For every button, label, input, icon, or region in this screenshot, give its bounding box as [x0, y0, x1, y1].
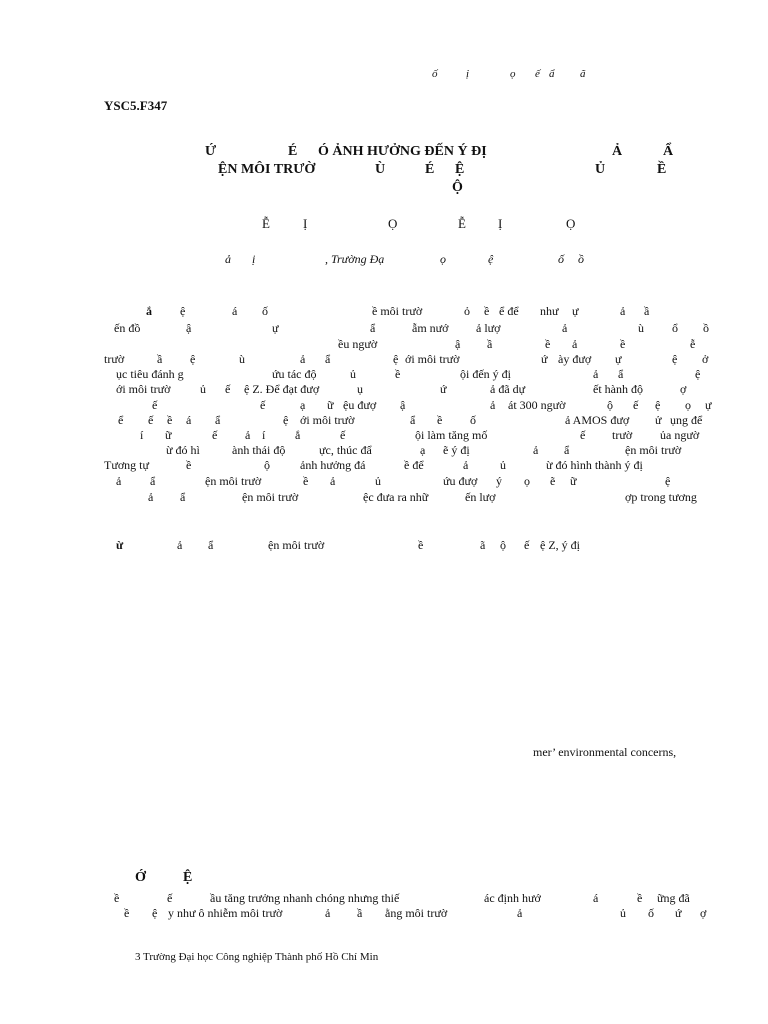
keyword-fragment: ã — [480, 538, 486, 552]
abstract-fragment: ữ — [327, 398, 334, 412]
abstract-fragment: ự — [615, 352, 622, 366]
abstract-fragment: ứ — [440, 382, 447, 396]
affiliation-fragment: ố — [558, 252, 564, 266]
abstract-fragment: ả — [490, 398, 496, 412]
title-fragment: Ứ — [205, 144, 217, 159]
english-abstract-fragment: mer’ environmental concerns, — [533, 745, 677, 759]
affiliation-fragment: ệ — [488, 252, 494, 266]
abstract-fragment: ện môi trườ — [242, 490, 299, 504]
abstract-fragment: ừ đó hình thành ý đị — [546, 458, 643, 472]
abstract-fragment: ợ — [680, 382, 687, 396]
title-line — [0, 161, 768, 179]
abstract-fragment: ế — [212, 428, 218, 442]
abstract-fragment: ậ — [400, 398, 406, 412]
abstract-fragment: ến lượ — [465, 490, 496, 504]
abstract-fragment: ề — [484, 304, 490, 318]
section-heading-fragment: Ệ — [183, 870, 193, 885]
header-note-fragment: ọ — [510, 68, 516, 80]
intro-fragment: y như ô nhiễm môi trườ — [168, 906, 283, 920]
affiliation-fragment: ọ — [440, 252, 446, 266]
abstract-fragment: ảnh hưởng đá — [300, 458, 366, 472]
abstract-fragment: ứu tác độ — [272, 367, 317, 381]
intro-fragment: ợ — [700, 906, 707, 920]
author-fragment: Ọ — [388, 216, 398, 231]
abstract-fragment: ẽ ý đị — [443, 443, 470, 457]
intro-fragment: á — [593, 891, 599, 905]
abstract-fragment: trườ — [612, 428, 633, 442]
keyword-fragment: ế — [524, 538, 530, 552]
header-note-fragment: ẩ — [549, 68, 555, 80]
abstract-fragment: át 300 ngườ — [508, 398, 566, 412]
abstract-fragment: ội làm tăng mố — [415, 428, 488, 442]
abstract-fragment: ệ — [283, 413, 289, 427]
abstract-fragment: ả — [330, 474, 336, 488]
abstract-fragment: ủ — [500, 458, 506, 472]
author-fragment: Ễ — [262, 216, 270, 231]
title-fragment: É — [425, 162, 435, 177]
abstract-fragment: ủ — [375, 474, 381, 488]
abstract-fragment: ả — [572, 337, 578, 351]
abstract-fragment: í — [140, 428, 144, 442]
abstract-fragment: ọ — [524, 474, 530, 488]
abstract-line — [0, 303, 768, 321]
keyword-fragment: ộ — [500, 538, 506, 552]
title-fragment: Ệ — [455, 162, 465, 177]
intro-fragment: ằng môi trườ — [385, 906, 448, 920]
abstract-fragment: ế — [152, 398, 158, 412]
affiliation-fragment: , Trường Đạ — [325, 252, 385, 266]
abstract-fragment: ậ — [455, 337, 461, 351]
author-fragment: Ị — [498, 216, 503, 231]
abstract-fragment: ề — [545, 337, 551, 351]
abstract-fragment: ả — [463, 458, 469, 472]
abstract-fragment: ù — [638, 321, 644, 335]
abstract-fragment: ế — [260, 398, 266, 412]
abstract-fragment: ự — [705, 398, 712, 412]
abstract-fragment: ẩ — [215, 413, 221, 427]
abstract-fragment: ề — [620, 337, 626, 351]
abstract-fragment: ẩ — [370, 321, 376, 335]
abstract-line — [0, 489, 768, 507]
author-fragment: Ị — [303, 216, 308, 231]
abstract-fragment: ệ — [393, 352, 399, 366]
abstract-fragment: ủ — [200, 382, 206, 396]
intro-fragment: ề — [124, 906, 130, 920]
abstract-fragment: ết hành độ — [593, 382, 643, 396]
abstract-fragment: ệ — [180, 304, 186, 318]
abstract-fragment: ề — [437, 413, 443, 427]
intro-fragment: ệ — [152, 906, 158, 920]
abstract-fragment: ệ — [190, 352, 196, 366]
abstract-fragment: ẩ — [150, 474, 156, 488]
section-heading-fragment: Ớ — [135, 870, 146, 885]
abstract-fragment: ề để — [404, 458, 424, 472]
abstract-fragment: ẩ — [325, 352, 331, 366]
abstract-fragment: ồ — [703, 321, 709, 335]
abstract-fragment: ể để — [499, 304, 519, 318]
abstract-fragment: ả AMOS đượ — [565, 413, 630, 427]
intro-fragment: ác định hướ — [484, 891, 541, 905]
keyword-fragment: ệ Z, ý đị — [540, 538, 580, 552]
intro-fragment: ế — [167, 891, 173, 905]
title-fragment: Ề — [657, 162, 667, 177]
abstract-fragment: ầ — [487, 337, 493, 351]
abstract-fragment: ầ — [644, 304, 650, 318]
abstract-fragment: ầ — [157, 352, 163, 366]
abstract-fragment: ẩ — [180, 490, 186, 504]
intro-fragment: ầ — [357, 906, 363, 920]
abstract-fragment: ày đượ — [558, 352, 592, 366]
abstract-fragment: ừ đó hì — [166, 443, 200, 457]
abstract-fragment: ử — [655, 413, 662, 427]
title-fragment: ỆN MÔI TRƯỜ — [218, 162, 316, 177]
abstract-fragment: ục tiêu đánh g — [116, 367, 184, 381]
abstract-fragment: ệ — [695, 367, 701, 381]
keyword-fragment: ừ — [116, 538, 124, 552]
abstract-fragment: ả — [620, 304, 626, 318]
abstract-fragment: ộ — [264, 458, 270, 472]
abstract-fragment: ự — [572, 304, 579, 318]
abstract-fragment: ả đã dự — [490, 382, 526, 396]
abstract-fragment: ệ Z. Để đạt đượ — [244, 382, 320, 396]
abstract-fragment: ới môi trườ — [116, 382, 171, 396]
abstract-fragment: ổ — [672, 321, 678, 335]
header-note-line — [0, 66, 768, 84]
abstract-fragment: ả — [593, 367, 599, 381]
abstract-fragment: ỏ — [464, 304, 470, 318]
abstract-fragment: á — [232, 304, 238, 318]
abstract-fragment: ệc đưa ra nhữ — [363, 490, 429, 504]
abstract-fragment: ả — [148, 490, 154, 504]
keywords-line — [0, 537, 768, 555]
abstract-fragment: ợp trong tương — [625, 490, 697, 504]
abstract-fragment: ố — [262, 304, 268, 318]
abstract-fragment: ẽ — [550, 474, 556, 488]
abstract-fragment: ạ — [420, 443, 426, 457]
abstract-fragment: ứ — [541, 352, 548, 366]
header-note-fragment: ế — [535, 68, 540, 80]
abstract-fragment: ắ — [146, 304, 152, 318]
abstract-fragment: ế — [633, 398, 639, 412]
abstract-fragment: ố — [470, 413, 476, 427]
abstract-fragment: ực, thúc đẩ — [319, 443, 372, 457]
abstract-fragment: ế — [340, 428, 346, 442]
abstract-fragment: ắ — [295, 428, 301, 442]
keyword-fragment: ện môi trườ — [268, 538, 325, 552]
section-heading — [0, 869, 768, 887]
abstract-fragment: ẩ — [410, 413, 416, 427]
abstract-fragment: ện môi trườ — [205, 474, 262, 488]
header-note-fragment: ã — [580, 68, 586, 80]
intro-fragment: ề — [637, 891, 643, 905]
abstract-fragment: í — [262, 428, 266, 442]
abstract-fragment: ệ — [672, 352, 678, 366]
abstract-fragment: ể — [118, 413, 124, 427]
author-fragment: Ễ — [458, 216, 466, 231]
title-fragment: Ộ — [452, 180, 463, 195]
abstract-fragment: ề — [395, 367, 401, 381]
abstract-fragment: ậ — [186, 321, 192, 335]
title-fragment: Ù — [375, 162, 386, 177]
title-line — [0, 179, 768, 197]
intro-fragment: ả — [325, 906, 331, 920]
abstract-fragment: ủa ngườ — [660, 428, 700, 442]
abstract-fragment: ề — [186, 458, 192, 472]
abstract-fragment: ứu đượ — [443, 474, 478, 488]
abstract-fragment: ả — [562, 321, 568, 335]
author-fragment: Ọ — [566, 216, 576, 231]
title-fragment: Ó ẢNH HƯỞNG ĐẾN Ý ĐỊ — [318, 144, 487, 159]
paper-code: YSC5.F347 — [104, 98, 168, 113]
abstract-fragment: ữ — [570, 474, 577, 488]
abstract-fragment: ế — [580, 428, 586, 442]
abstract-fragment: ề — [303, 474, 309, 488]
authors-line — [0, 216, 768, 234]
abstract-fragment: ạ — [300, 398, 306, 412]
intro-fragment: ững đã — [657, 891, 690, 905]
abstract-fragment: ế — [225, 382, 231, 396]
intro-fragment: ủ — [620, 906, 626, 920]
abstract-fragment: ọ — [685, 398, 691, 412]
abstract-fragment: ều ngườ — [338, 337, 378, 351]
title-fragment: É — [288, 144, 298, 159]
intro-fragment: ố — [648, 906, 654, 920]
abstract-fragment: như — [540, 304, 559, 318]
abstract-fragment: ẩ — [618, 367, 624, 381]
affiliation-fragment: ồ — [578, 252, 584, 266]
abstract-fragment: ả — [533, 443, 539, 457]
abstract-fragment: ẩ — [564, 443, 570, 457]
title-fragment: Ủ — [595, 162, 606, 177]
abstract-fragment: ề môi trườ — [372, 304, 423, 318]
title-fragment: Ả — [612, 144, 623, 159]
abstract-fragment: ả — [116, 474, 122, 488]
abstract-fragment: ội đến ý đị — [460, 367, 511, 381]
abstract-fragment: ệ — [665, 474, 671, 488]
abstract-fragment: ủ — [350, 367, 356, 381]
keyword-fragment: ề — [418, 538, 424, 552]
abstract-fragment: ả — [300, 352, 306, 366]
abstract-fragment: ới môi trườ — [300, 413, 355, 427]
abstract-fragment: ới môi trườ — [405, 352, 460, 366]
abstract-fragment: ề — [167, 413, 173, 427]
abstract-fragment: ệ — [655, 398, 661, 412]
abstract-fragment: ộ — [607, 398, 613, 412]
keyword-fragment: ả — [177, 538, 183, 552]
abstract-fragment: ụ — [357, 382, 363, 396]
footnote: 3 Trường Đại học Công nghiệp Thành phố Hồ Chí Min — [135, 951, 379, 963]
affiliation-fragment: ị — [252, 252, 256, 266]
abstract-fragment: ở — [702, 352, 709, 366]
affiliation-line — [0, 251, 768, 269]
abstract-fragment: ến đồ — [114, 321, 141, 335]
abstract-fragment: ế — [148, 413, 154, 427]
abstract-fragment: á — [186, 413, 192, 427]
abstract-fragment: ẫm nướ — [412, 321, 449, 335]
keyword-fragment: ẩ — [208, 538, 214, 552]
header-note-fragment: ố — [432, 68, 438, 80]
abstract-fragment: ữ — [165, 428, 172, 442]
intro-line — [0, 905, 768, 923]
abstract-fragment: ễ — [690, 337, 696, 351]
title-fragment: Ẩ — [663, 144, 674, 159]
abstract-fragment: Tương tự — [104, 458, 150, 472]
header-note-fragment: ị — [466, 68, 470, 80]
affiliation-fragment: ả — [225, 252, 231, 266]
abstract-fragment: trườ — [104, 352, 125, 366]
abstract-fragment: ý — [496, 474, 502, 488]
abstract-fragment: ện môi trườ — [625, 443, 682, 457]
intro-fragment: ầu tăng trưởng nhanh chóng nhưng thiế — [210, 891, 400, 905]
abstract-fragment: ự — [272, 321, 279, 335]
intro-fragment: ả — [517, 906, 523, 920]
abstract-fragment: ả — [245, 428, 251, 442]
abstract-fragment: ệu đượ — [343, 398, 377, 412]
title-line — [0, 143, 768, 161]
abstract-fragment: ành thái độ — [232, 443, 286, 457]
abstract-fragment: ụng để — [670, 413, 703, 427]
intro-fragment: ề — [114, 891, 120, 905]
intro-fragment: ứ — [675, 906, 682, 920]
abstract-fragment: ả lượ — [476, 321, 501, 335]
abstract-fragment: ù — [239, 352, 245, 366]
